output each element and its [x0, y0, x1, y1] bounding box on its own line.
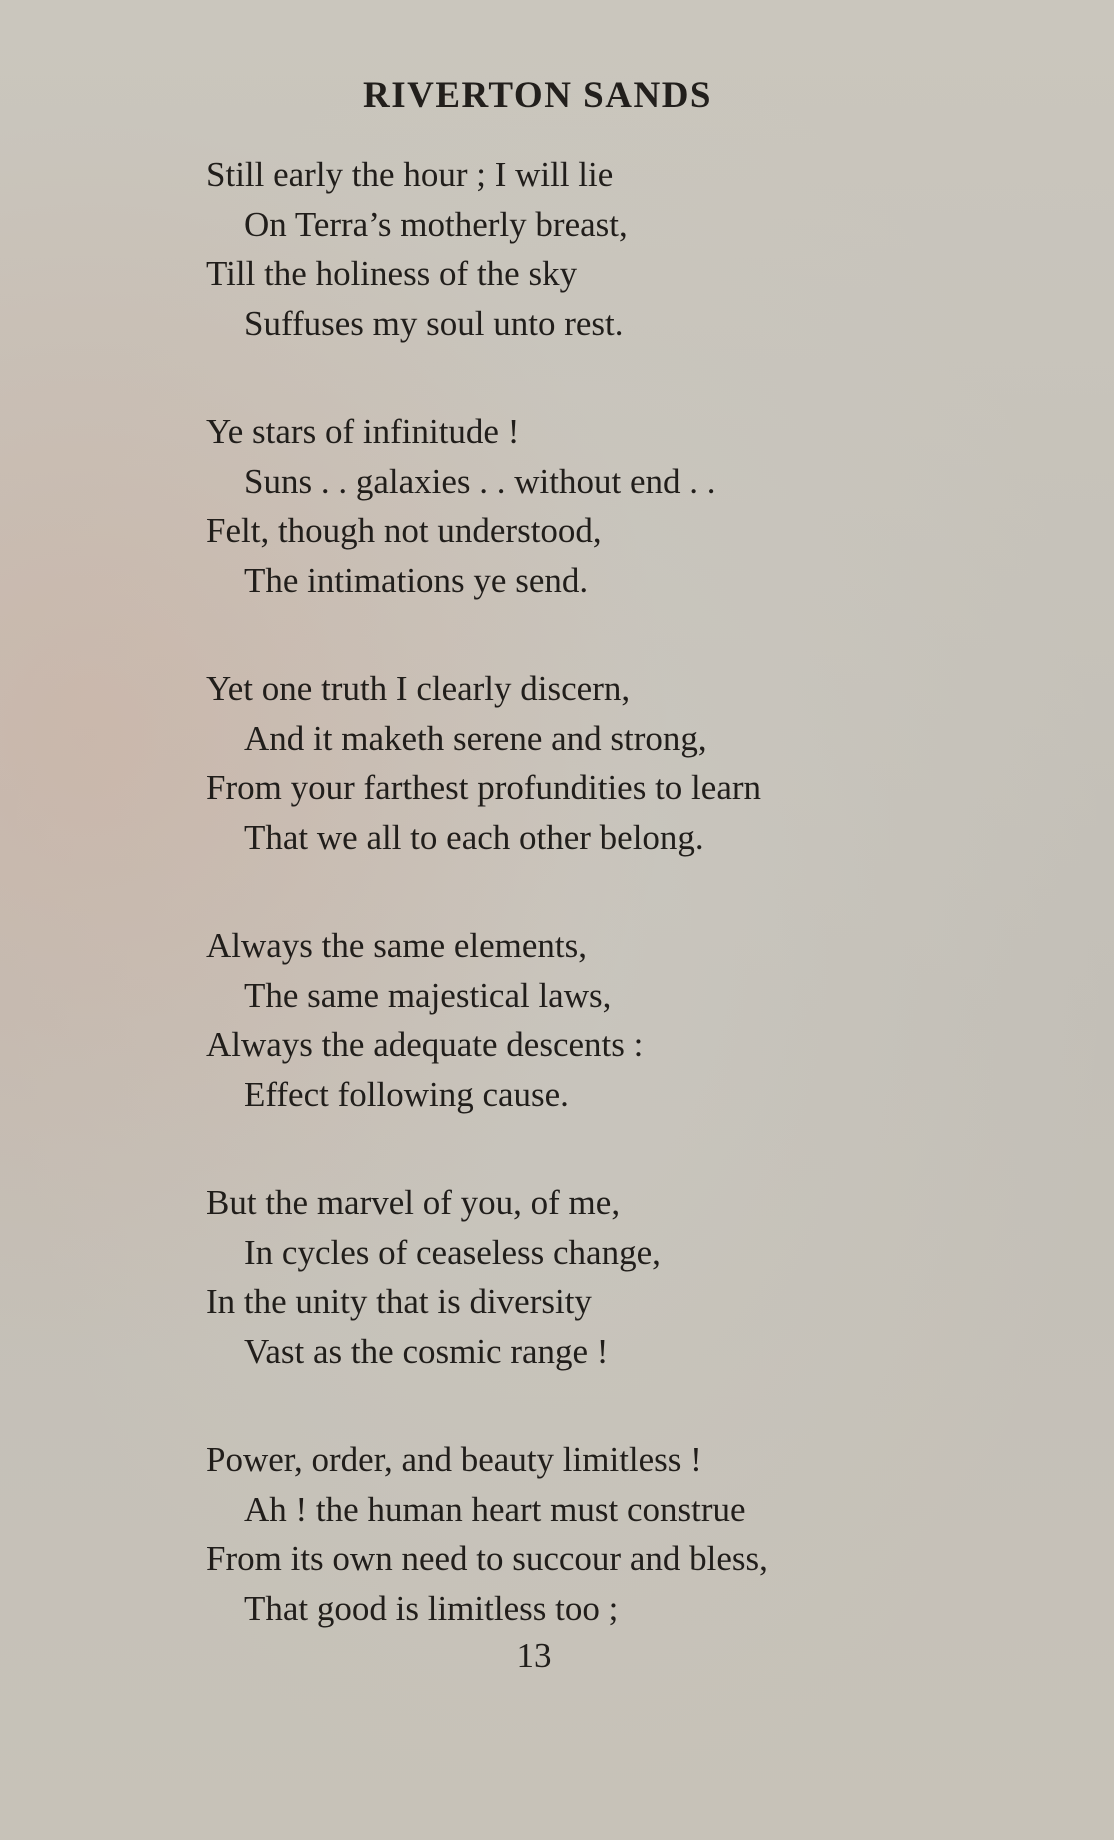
poem-line: But the marvel of you, of me,	[206, 1183, 621, 1222]
stanza-2	[206, 407, 1066, 605]
poem-line: On Terra’s motherly breast,	[244, 204, 628, 244]
poem-line: Power, order, and beauty limitless !	[206, 1440, 702, 1479]
running-head: RIVERTON SANDS	[362, 75, 712, 116]
poem-line: From your farthest profundities to learn	[206, 768, 762, 807]
poem-line: The same majestical laws,	[244, 975, 612, 1015]
stanza-6	[206, 1435, 1066, 1633]
stanza-3	[206, 664, 1066, 862]
poem-line: Effect following cause.	[244, 1074, 569, 1114]
page-number: 13	[516, 1636, 552, 1675]
poem-line: Yet one truth I clearly discern,	[206, 669, 631, 708]
poem-line: Still early the hour ; I will lie	[206, 155, 614, 194]
poem-line: That we all to each other belong.	[244, 817, 704, 857]
poem-line: From its own need to succour and bless,	[206, 1539, 768, 1578]
poem-line: Ye stars of infinitude !	[206, 412, 520, 451]
poem-line: Till the holiness of the sky	[206, 254, 578, 293]
stanza-1	[206, 150, 1066, 348]
poem-line: And it maketh serene and strong,	[244, 718, 707, 758]
poem-line: Suns . . galaxies . . without end . .	[244, 461, 716, 501]
stanza-4	[206, 921, 1066, 1119]
poem-line: Felt, though not understood,	[206, 511, 602, 550]
poem-line: Suffuses my soul unto rest.	[244, 303, 624, 343]
poem-line: Vast as the cosmic range !	[244, 1331, 609, 1371]
poem-line: Always the same elements,	[206, 926, 588, 965]
poem-line: Always the adequate descents :	[206, 1025, 644, 1064]
stanza-5	[206, 1178, 1066, 1376]
poem-line: That good is limitless too ;	[244, 1588, 619, 1628]
poem	[206, 150, 1066, 1692]
poem-line: Ah ! the human heart must construe	[244, 1489, 746, 1529]
poem-line: In cycles of ceaseless change,	[244, 1232, 661, 1272]
poem-line: In the unity that is diversity	[206, 1282, 592, 1321]
poem-line: The intimations ye send.	[244, 560, 589, 600]
